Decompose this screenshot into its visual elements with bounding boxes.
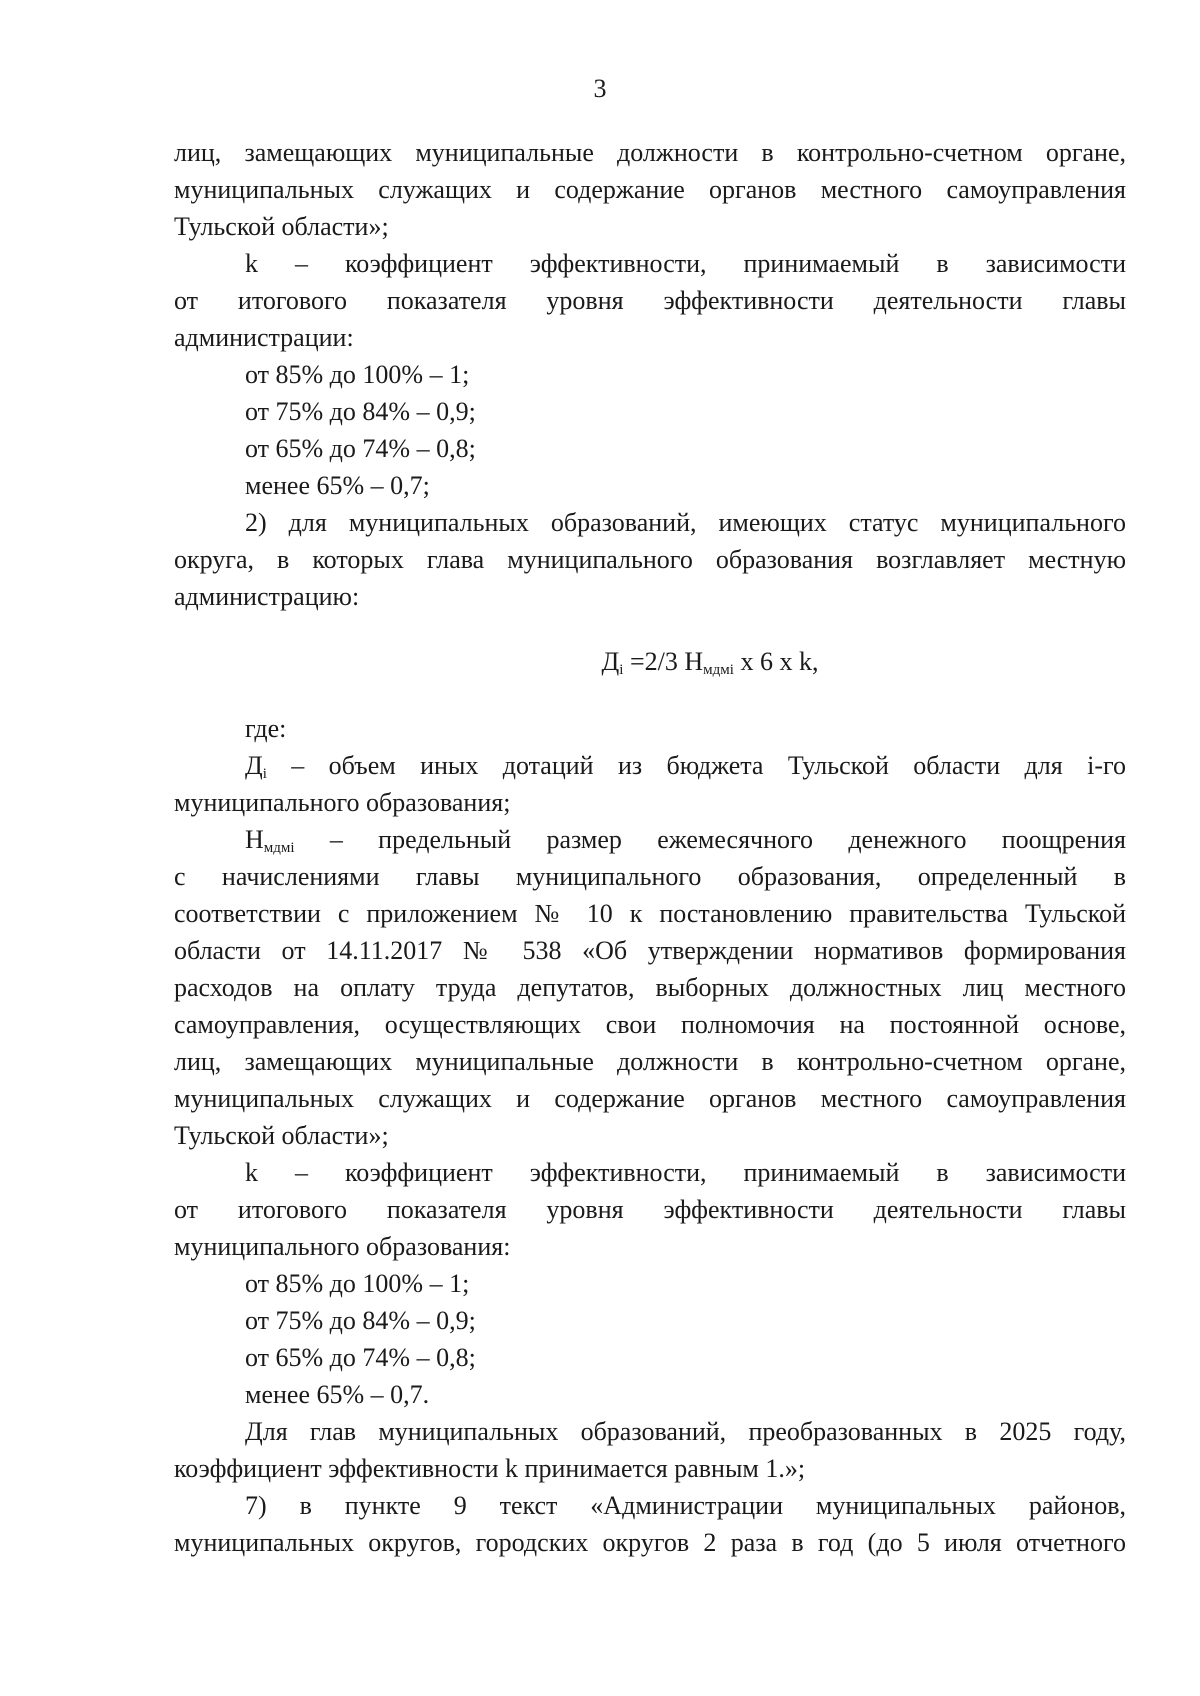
n-subscript: мдмi — [263, 840, 295, 856]
text-line: Для глав муниципальных образований, преобразованных в 2025 году, — [245, 1417, 1126, 1446]
formula — [174, 643, 1126, 680]
text-line: от итогового показателя уровня эффективности деятельности главы — [174, 1195, 1126, 1224]
range-item: менее 65% – 0,7; — [245, 471, 430, 500]
paragraph-continuation — [174, 134, 1126, 245]
text-line: лиц, замещающих муниципальные должности в контрольно-счетном органе, — [174, 138, 1126, 167]
formula-lhs-subscript: i — [619, 662, 624, 678]
formula-rhs: х 6 х k, — [733, 647, 819, 676]
range-item: менее 65% – 0,7. — [245, 1380, 430, 1409]
text-line: с начислениями главы муниципального образования, определенный в — [174, 862, 1126, 891]
text-line: самоуправления, осуществляющих свои полномочия на постоянной основе, — [174, 1010, 1126, 1039]
text-line — [174, 821, 1126, 858]
paragraph-item-2 — [174, 504, 1126, 615]
text-line: области от 14.11.2017 № 538 «Об утверждении нормативов формирования — [174, 936, 1126, 965]
text-line: округа, в которых глава муниципального образования возглавляет местную — [174, 545, 1126, 574]
text-line: муниципальных служащих и содержание органов местного самоуправления — [174, 175, 1126, 204]
text-line: муниципальных служащих и содержание органов местного самоуправления — [174, 1084, 1126, 1113]
range-item: от 75% до 84% – 0,9; — [245, 1306, 476, 1335]
page-number: 3 — [593, 74, 607, 103]
text-line: k – коэффициент эффективности, принимаемый в зависимости — [245, 249, 1126, 278]
paragraph-k-definition-2 — [174, 1154, 1126, 1265]
paragraph-transformed-heads — [174, 1413, 1126, 1487]
text-line: муниципального образования; — [174, 788, 511, 817]
text-line: соответствии с приложением № 10 к постановлению правительства Тульской — [174, 899, 1126, 928]
text-line: лиц, замещающих муниципальные должности в контрольно-счетном органе, — [174, 1047, 1126, 1076]
formula-mid-subscript: мдмi — [703, 662, 734, 678]
document-body — [174, 134, 1126, 1561]
range-item: от 75% до 84% – 0,9; — [245, 397, 476, 426]
n-symbol: Н — [245, 825, 264, 854]
text-line — [174, 747, 1126, 784]
range-item: от 85% до 100% – 1; — [245, 360, 470, 389]
formula-lhs: Д — [601, 647, 620, 676]
paragraph-d-definition — [174, 747, 1126, 821]
d-subscript: i — [262, 766, 267, 782]
text-line: расходов на оплату труда депутатов, выборных должностных лиц местного — [174, 973, 1126, 1002]
n-text: – предельный размер ежемесячного денежного поощрения — [294, 825, 1126, 854]
text-line: муниципального образования: — [174, 1232, 511, 1261]
paragraph-item-7 — [174, 1487, 1126, 1561]
paragraph-k-definition-1 — [174, 245, 1126, 356]
text-line: коэффициент эффективности k принимается равным 1.»; — [174, 1454, 806, 1483]
range-item: от 85% до 100% – 1; — [245, 1269, 470, 1298]
where-label: где: — [245, 714, 287, 743]
range-item: от 65% до 74% – 0,8; — [245, 434, 476, 463]
text-line: от итогового показателя уровня эффективности деятельности главы — [174, 286, 1126, 315]
formula-mid: =2/3 Н — [623, 647, 704, 676]
paragraph-n-definition — [174, 821, 1126, 1154]
text-line: k – коэффициент эффективности, принимаемый в зависимости — [245, 1158, 1126, 1187]
text-line: Тульской области»; — [174, 1121, 389, 1150]
text-line: 7) в пункте 9 текст «Администрации муниципальных районов, — [245, 1491, 1126, 1520]
text-line: администрацию: — [174, 582, 360, 611]
text-line: муниципальных округов, городских округов 2 раза в год (до 5 июля отчетного — [174, 1528, 1126, 1557]
text-line: 2) для муниципальных образований, имеющих статус муниципального — [245, 508, 1126, 537]
d-symbol: Д — [245, 751, 263, 780]
text-line: администрации: — [174, 323, 354, 352]
d-text: – объем иных дотаций из бюджета Тульской области для i-го — [266, 751, 1126, 780]
text-line: Тульской области»; — [174, 212, 389, 241]
range-item: от 65% до 74% – 0,8; — [245, 1343, 476, 1372]
